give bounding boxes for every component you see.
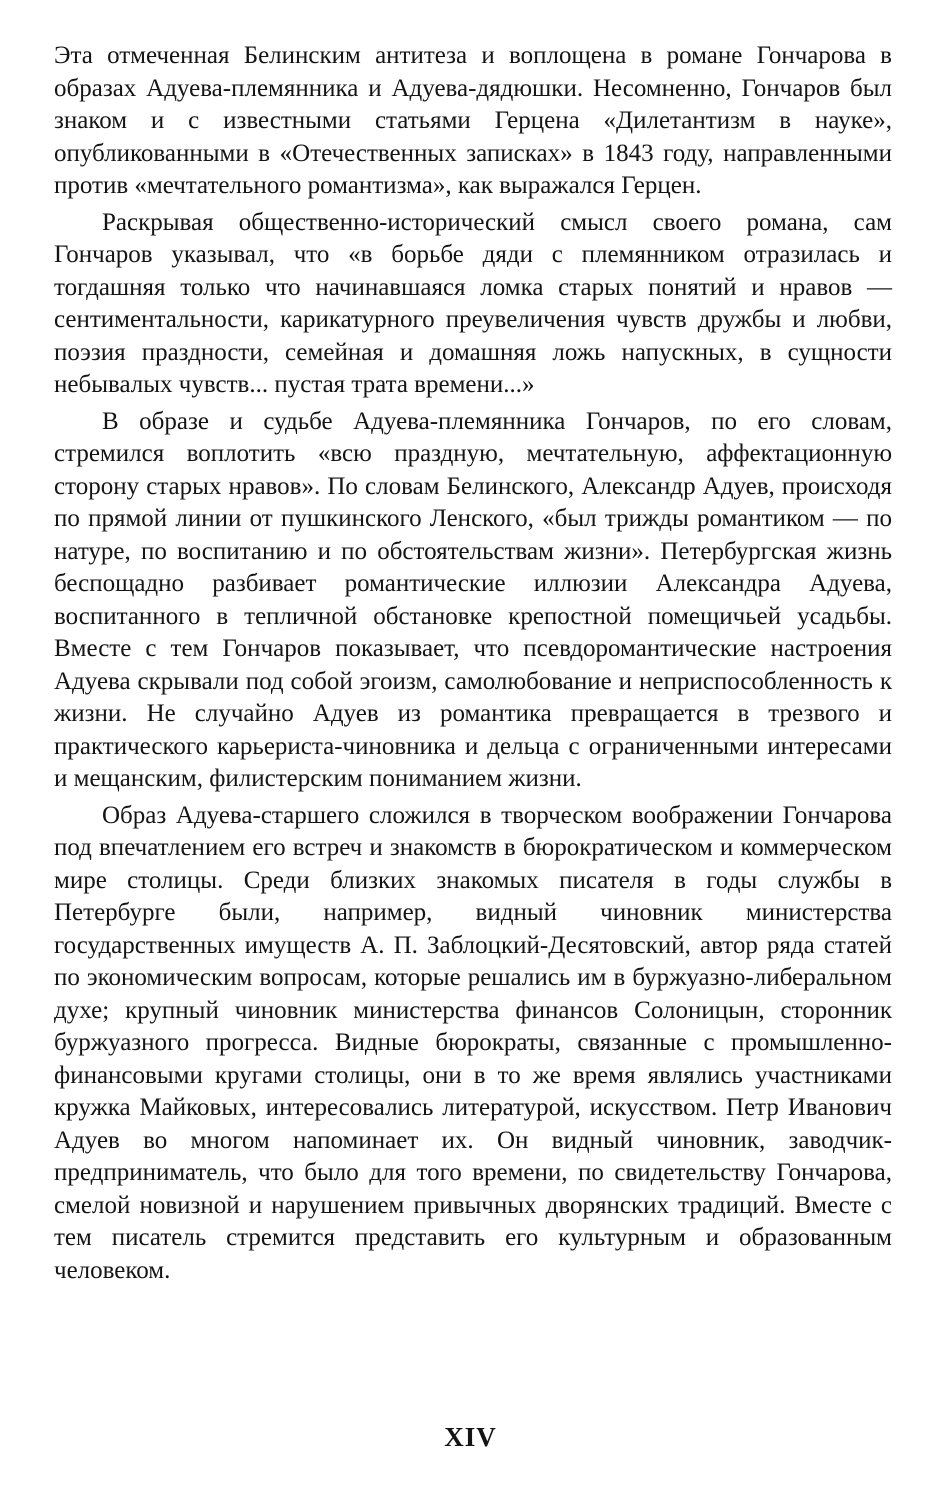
page-number: XIV: [444, 1422, 497, 1452]
paragraph-2: Раскрывая общественно-исторический смысл своего романа, сам Гончаров указывал, что «в борьбе дяди с племянником отразилась и тогдашняя только что начинавшаяся ломка старых понятий и нравов — сентиментальности, карикатурного преувеличения чувств дружбы и любви, поэзия праздности, семейная и домашняя ложь напускных, в сущности небывалых чувств... пустая трата времени...»: [54, 208, 892, 398]
paragraph-4: Образ Адуева-старшего сложился в творческом воображении Гончарова под впечатлением его встреч и знакомств в бюрократическом и коммерческом мире столицы. Среди близких знакомых писателя в годы службы в Петербурге были, например, видный чиновник министерства государственных имуществ А. П. Заблоцкий-Десятовский, автор ряда статей по экономическим вопросам, которые решались им в буржуазно-либеральном духе; крупный чиновник министерства финансов Солоницын, сторонник буржуазного прогресса. Видные бюрократы, связанные с промышленно-финансовыми кругами столицы, они в то же время являлись участниками кружка Майковых, интересовались литературой, искусством. Петр Иванович Адуев во многом напоминает их. Он видный чиновник, заводчик-предприниматель, что было для того времени, по свидетельству Гончарова, смелой новизной и нарушением привычных дворянских традиций. Вместе с тем писатель стремится представить его культурным и образованным человеком.: [54, 801, 892, 1284]
page-body: [54, 40, 892, 1291]
paragraph-3: В образе и судьбе Адуева-племянника Гончаров, по его словам, стремился воплотить «всю праздную, мечтательную, аффектационную сторону старых нравов». По словам Белинского, Александр Адуев, происходя по прямой линии от пушкинского Ленского, «был трижды романтиком — по натуре, по воспитанию и по обстоятельствам жизни». Петербургская жизнь беспощадно разбивает романтические иллюзии Александра Адуева, воспитанного в тепличной обстановке крепостной помещичьей усадьбы. Вместе с тем Гончаров показывает, что псевдоромантические настроения Адуева скрывали под собой эгоизм, самолюбование и неприспособленность к жизни. Не случайно Адуев из романтика превращается в трезвого и практического карьериста-чиновника и дельца с ограниченными интересами и мещанским, филистерским пониманием жизни.: [54, 407, 892, 792]
paragraph-1: Эта отмеченная Белинским антитеза и воплощена в романе Гончарова в образах Адуева-племянника и Адуева-дядюшки. Несомненно, Гончаров был знаком и с известными статьями Герцена «Дилетантизм в науке», опубликованными в «Отечественных записках» в 1843 году, направленными против «мечтательного романтизма», как выражался Герцен.: [54, 42, 892, 199]
